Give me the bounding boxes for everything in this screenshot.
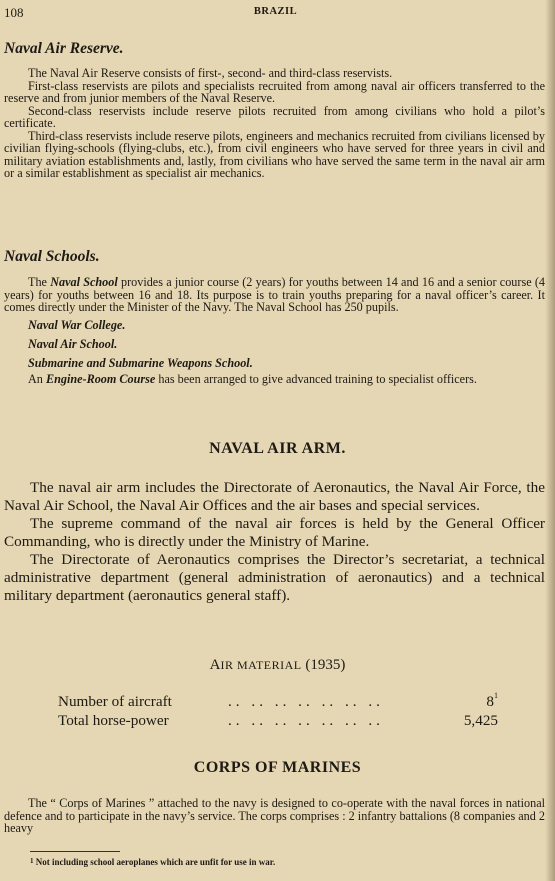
page-edge-shadow — [545, 0, 555, 881]
running-head: BRAZIL — [253, 6, 298, 17]
naval-school-term: Naval School — [50, 275, 118, 289]
schools-body — [4, 276, 545, 385]
table-row — [58, 693, 498, 712]
school-item: Naval War College. — [28, 317, 126, 332]
engine-room-para — [4, 373, 545, 386]
air-arm-title: NAVAL AIR ARM. — [209, 440, 346, 457]
engine-rest: has been arranged to give advanced training to specialist officers. — [155, 371, 477, 386]
footnote-text: Not including school aeroplanes which are unfit for use in war. — [35, 857, 276, 867]
school-item: Naval Air School. — [28, 336, 118, 351]
row-label: Number of aircraft — [58, 693, 172, 710]
engine-room-term: Engine-Room Course — [45, 371, 156, 386]
schools-intro-prefix: The — [28, 275, 51, 289]
engine-prefix: An — [28, 371, 46, 386]
footnote — [30, 857, 275, 867]
table-row — [58, 712, 498, 731]
air-material-title — [0, 657, 555, 674]
leader-dots: .. .. .. .. .. .. .. — [228, 693, 384, 710]
footnote-rule — [30, 851, 120, 852]
footnote-ref: 1 — [494, 691, 498, 700]
schools-section — [4, 248, 545, 266]
air-reserve-para-4: Third-class reservists include reserve pilots, engineers and mechanics recruited from civilians licensed by civilian flying-schools (flying-clubs, etc.), from civil engineers who have served for three years in civil and military aviation establishments and, lastly, from civilians who have served the same term in the naval air arm or a similar establishment as specialist air mechanics. — [4, 128, 545, 180]
row-value: 5,425 — [463, 712, 498, 729]
air-arm-para-2: The supreme command of the naval air forces is held by the General Officer Commanding, who is directly under the Ministry of Marine. — [4, 515, 545, 550]
row-value — [438, 693, 498, 711]
air-reserve-para-1: The Naval Air Reserve consists of first-, second- and third-class reservists. — [28, 66, 393, 80]
air-material-year: (1935) — [305, 657, 346, 673]
air-reserve-para-3: Second-class reservists include reserve pilots recruited from among civilians who hold a pilot’s certificate. — [4, 103, 545, 130]
schools-intro-rest: provides a junior course (2 years) for youths between 14 and 16 and a senior course (4 years) for youths between 16 and 18. Its purpose is to train youths preparing for a naval officer’s career. It comes directly under the Minister of the Navy. The Naval School has 250 pupils. — [4, 275, 545, 314]
marines-para: The “ Corps of Marines ” attached to the navy is designed to co-operate with the naval forces in national defence and to participate in the navy’s service. The corps comprises : 2 infantry battalions (8 companies and 2 heavy — [4, 796, 545, 835]
air-reserve-section — [4, 40, 545, 58]
school-item: Submarine and Submarine Weapons School. — [28, 355, 253, 370]
schools-heading: Naval Schools. — [4, 248, 100, 265]
marines-body — [4, 797, 545, 835]
air-material-title-first: A — [209, 657, 221, 673]
air-material-table — [58, 693, 498, 731]
leader-dots: .. .. .. .. .. .. .. — [228, 712, 384, 729]
marines-title: CORPS OF MARINES — [193, 759, 362, 776]
air-arm-para-1: The naval air arm includes the Directorate of Aeronautics, the Naval Air Force, the Naval Air School, the Naval Air Offices and the air bases and special services. — [4, 479, 545, 514]
page-number: 108 — [4, 5, 24, 20]
page-header — [4, 5, 547, 21]
air-reserve-para-2: First-class reservists are pilots and specialists recruited from among naval air officers transferred to the reserve and from junior members of the Naval Reserve. — [4, 78, 545, 105]
value-number: 8 — [486, 693, 494, 710]
air-reserve-body — [4, 67, 545, 180]
schools-intro — [4, 276, 545, 314]
footnote-marker: 1 — [30, 857, 34, 865]
air-reserve-heading: Naval Air Reserve. — [4, 40, 124, 57]
row-label: Total horse-power — [58, 712, 169, 729]
air-material-title-rest: IR MATERIAL — [220, 658, 302, 672]
air-arm-para-3: The Directorate of Aeronautics comprises the Director’s secretariat, a technical administrative department (general administration of aeronautics) and a technical military department (aeronautics general staff). — [4, 551, 545, 604]
air-arm-body — [4, 479, 545, 605]
